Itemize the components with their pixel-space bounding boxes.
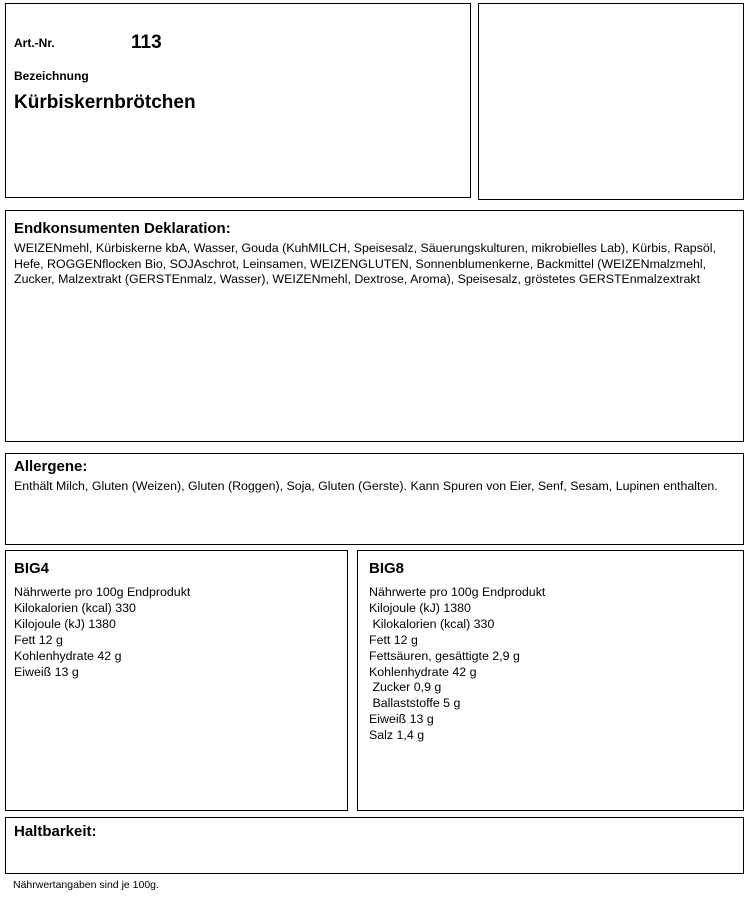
image-box	[478, 3, 744, 200]
big4-line: Kohlenhydrate 42 g	[14, 648, 122, 663]
big8-line: Salz 1,4 g	[369, 728, 425, 743]
bezeichnung-label: Bezeichnung	[14, 69, 89, 83]
big8-line: Fett 12 g	[369, 632, 418, 647]
big8-line: Eiweiß 13 g	[369, 712, 434, 727]
big8-line: Fettsäuren, gesättigte 2,9 g	[369, 648, 520, 663]
big8-line: Kilokalorien (kcal) 330	[369, 616, 495, 631]
product-name: Kürbiskernbrötchen	[14, 92, 196, 113]
big8-list	[369, 585, 545, 744]
big4-line: Eiweiß 13 g	[14, 664, 79, 679]
big8-line: Kilojoule (kJ) 1380	[369, 600, 471, 615]
header-box	[5, 3, 471, 198]
deklaration-text: WEIZENmehl, Kürbiskerne kbA, Wasser, Gouda (KuhMILCH, Speisesalz, Säuerungskulturen, mikrobielles Lab), Kürbis, Rapsöl, Hefe, ROGGENflocken Bio, SOJAschrot, Leinsamen, WEIZENGLUTEN, Sonnenblumenkerne, Backmittel (WEIZENmalzmehl, Zucker, Malzextrakt (GERSTEnmalz, Wasser), WEIZENmehl, Dextrose, Aroma), Speisesalz, gröstetes GERSTEnmalzextrakt	[14, 241, 716, 287]
big4-list	[14, 585, 190, 680]
deklaration-box	[5, 210, 744, 442]
big4-title: BIG4	[14, 560, 50, 577]
artnr-label: Art.-Nr.	[14, 36, 55, 50]
allergene-text: Enthält Milch, Gluten (Weizen), Gluten (Roggen), Soja, Gluten (Gerste). Kann Spuren von Eier, Senf, Sesam, Lupinen enthalten.	[14, 479, 718, 493]
allergene-title: Allergene:	[14, 458, 88, 475]
big8-box	[357, 550, 744, 811]
big8-title: BIG8	[369, 560, 405, 577]
deklaration-title: Endkonsumenten Deklaration:	[14, 220, 231, 237]
big8-line: Zucker 0,9 g	[369, 680, 442, 695]
big4-line: Nährwerte pro 100g Endprodukt	[14, 585, 191, 599]
haltbarkeit-box	[5, 817, 744, 874]
big8-line: Nährwerte pro 100g Endprodukt	[369, 585, 546, 599]
big8-line: Kohlenhydrate 42 g	[369, 664, 477, 679]
big4-line: Kilojoule (kJ) 1380	[14, 616, 116, 631]
big4-line: Kilokalorien (kcal) 330	[14, 600, 136, 615]
big4-line: Fett 12 g	[14, 632, 63, 647]
haltbarkeit-title: Haltbarkeit:	[14, 823, 97, 840]
artnr-value: 113	[131, 32, 162, 53]
big4-box	[5, 550, 348, 811]
allergene-box	[5, 453, 744, 545]
footer-note: Nährwertangaben sind je 100g.	[13, 879, 159, 891]
big8-line: Ballaststoffe 5 g	[369, 696, 461, 711]
